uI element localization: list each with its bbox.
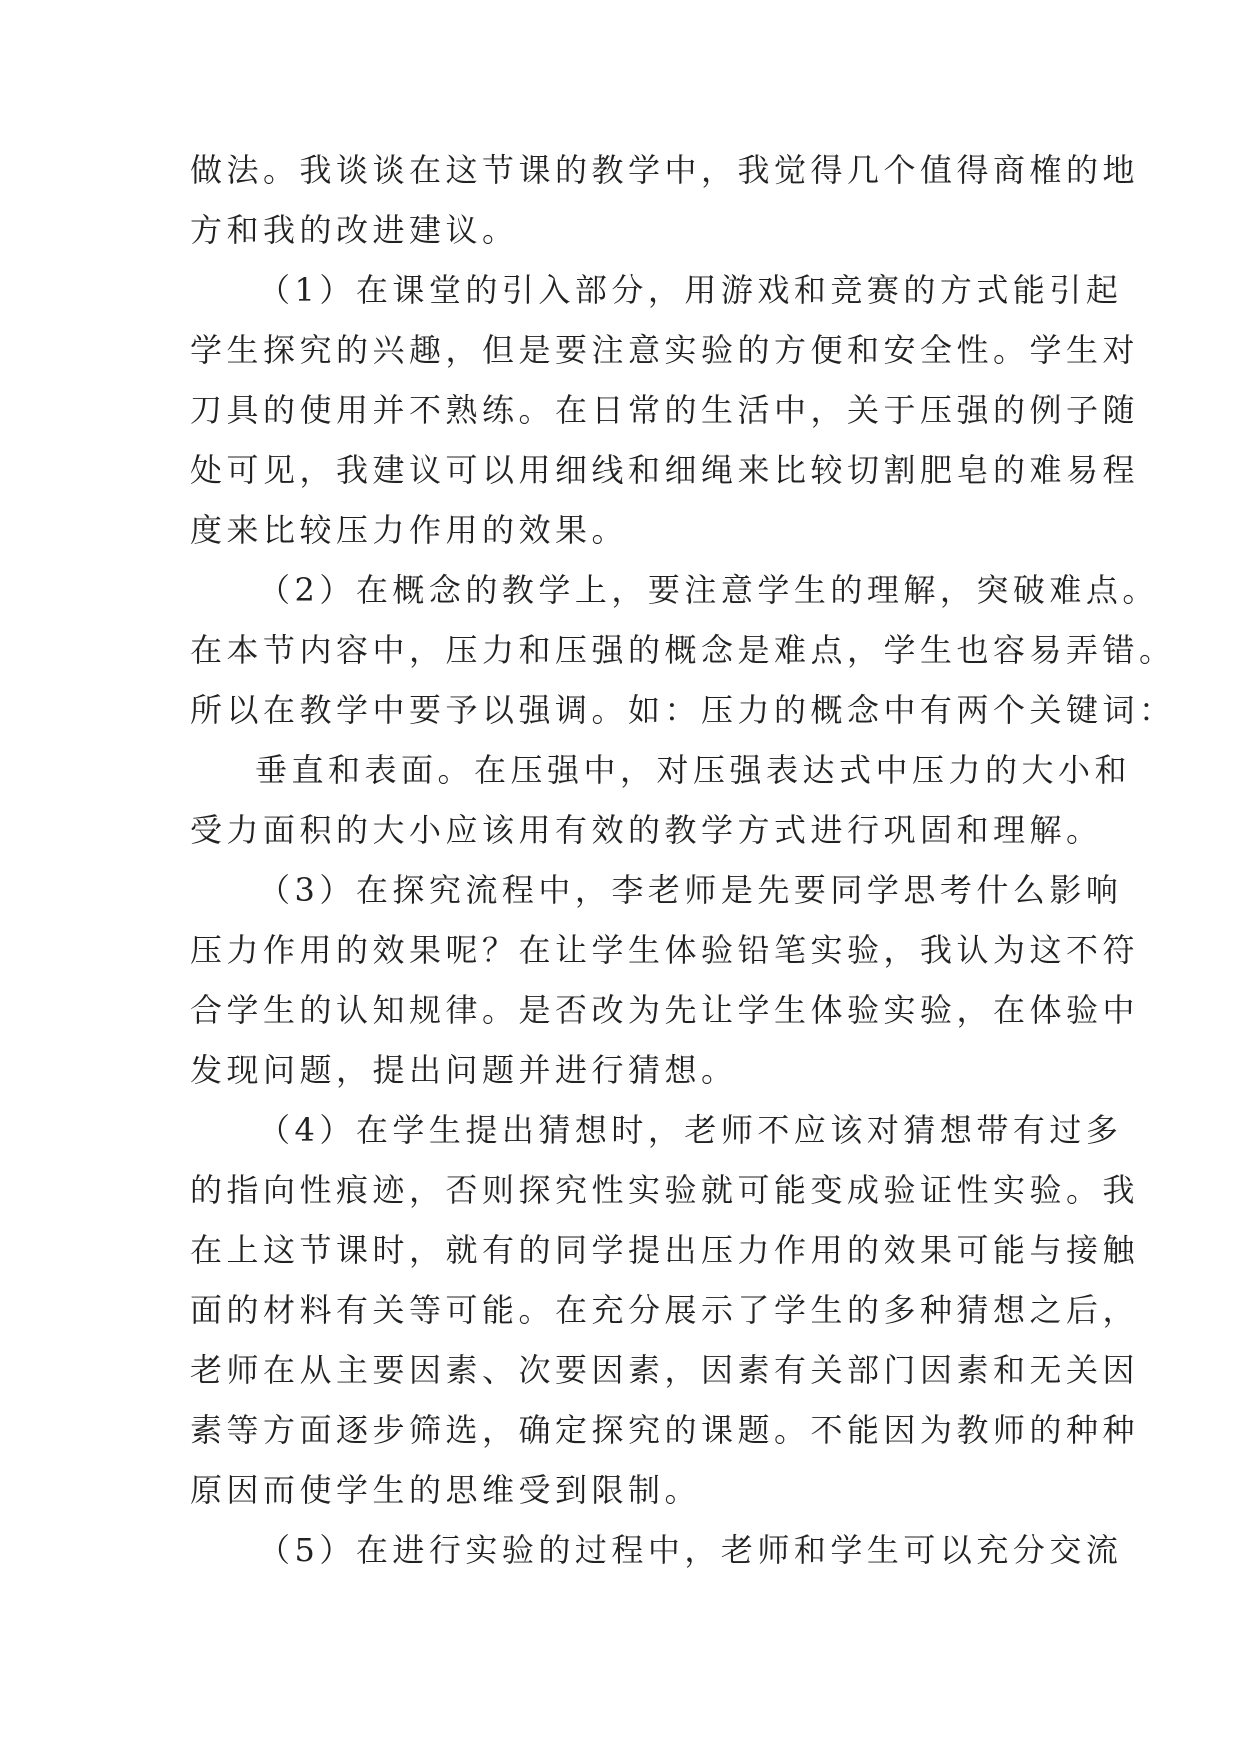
text-line-23: 原因而使学生的思维受到限制。: [190, 1471, 702, 1509]
text-line-18: 的指向性痕迹，否则探究性实验就可能变成验证性实验。我: [190, 1171, 1140, 1209]
text-line-10: 所以在教学中要予以强调。如：压力的概念中有两个关键词：: [190, 691, 1176, 729]
text-line-11: 垂直和表面。在压强中，对压强表达式中压力的大小和: [255, 751, 1132, 789]
text-line-14: 压力作用的效果呢？在让学生体验铅笔实验，我认为这不符: [190, 931, 1140, 969]
text-line-4: 学生探究的兴趣，但是要注意实验的方便和安全性。学生对: [190, 331, 1140, 369]
paragraph-2-start: （2）在概念的教学上，要注意学生的理解，突破难点。: [258, 571, 1159, 609]
text-line-2: 方和我的改进建议。: [190, 211, 519, 249]
text-line-9: 在本节内容中，压力和压强的概念是难点，学生也容易弄错。: [190, 631, 1176, 669]
text-line-6: 处可见，我建议可以用细线和细绳来比较切割肥皂的难易程: [190, 451, 1140, 489]
text-line-7: 度来比较压力作用的效果。: [190, 511, 629, 549]
text-line-16: 发现问题，提出问题并进行猜想。: [190, 1051, 738, 1089]
text-line-12: 受力面积的大小应该用有效的教学方式进行巩固和理解。: [190, 811, 1103, 849]
text-line-1: 做法。我谈谈在这节课的教学中，我觉得几个值得商榷的地: [190, 151, 1140, 189]
paragraph-1-start: （1）在课堂的引入部分，用游戏和竞赛的方式能引起: [258, 271, 1123, 309]
text-line-20: 面的材料有关等可能。在充分展示了学生的多种猜想之后，: [190, 1291, 1140, 1329]
text-line-19: 在上这节课时，就有的同学提出压力作用的效果可能与接触: [190, 1231, 1140, 1269]
text-line-22: 素等方面逐步筛选，确定探究的课题。不能因为教师的种种: [190, 1411, 1140, 1449]
text-line-15: 合学生的认知规律。是否改为先让学生体验实验，在体验中: [190, 991, 1140, 1029]
paragraph-3-start: （3）在探究流程中，李老师是先要同学思考什么影响: [258, 871, 1123, 909]
text-line-21: 老师在从主要因素、次要因素，因素有关部门因素和无关因: [190, 1351, 1140, 1389]
paragraph-4-start: （4）在学生提出猜想时，老师不应该对猜想带有过多: [258, 1111, 1123, 1149]
paragraph-5-start: （5）在进行实验的过程中，老师和学生可以充分交流: [258, 1531, 1123, 1569]
text-line-5: 刀具的使用并不熟练。在日常的生活中，关于压强的例子随: [190, 391, 1140, 429]
